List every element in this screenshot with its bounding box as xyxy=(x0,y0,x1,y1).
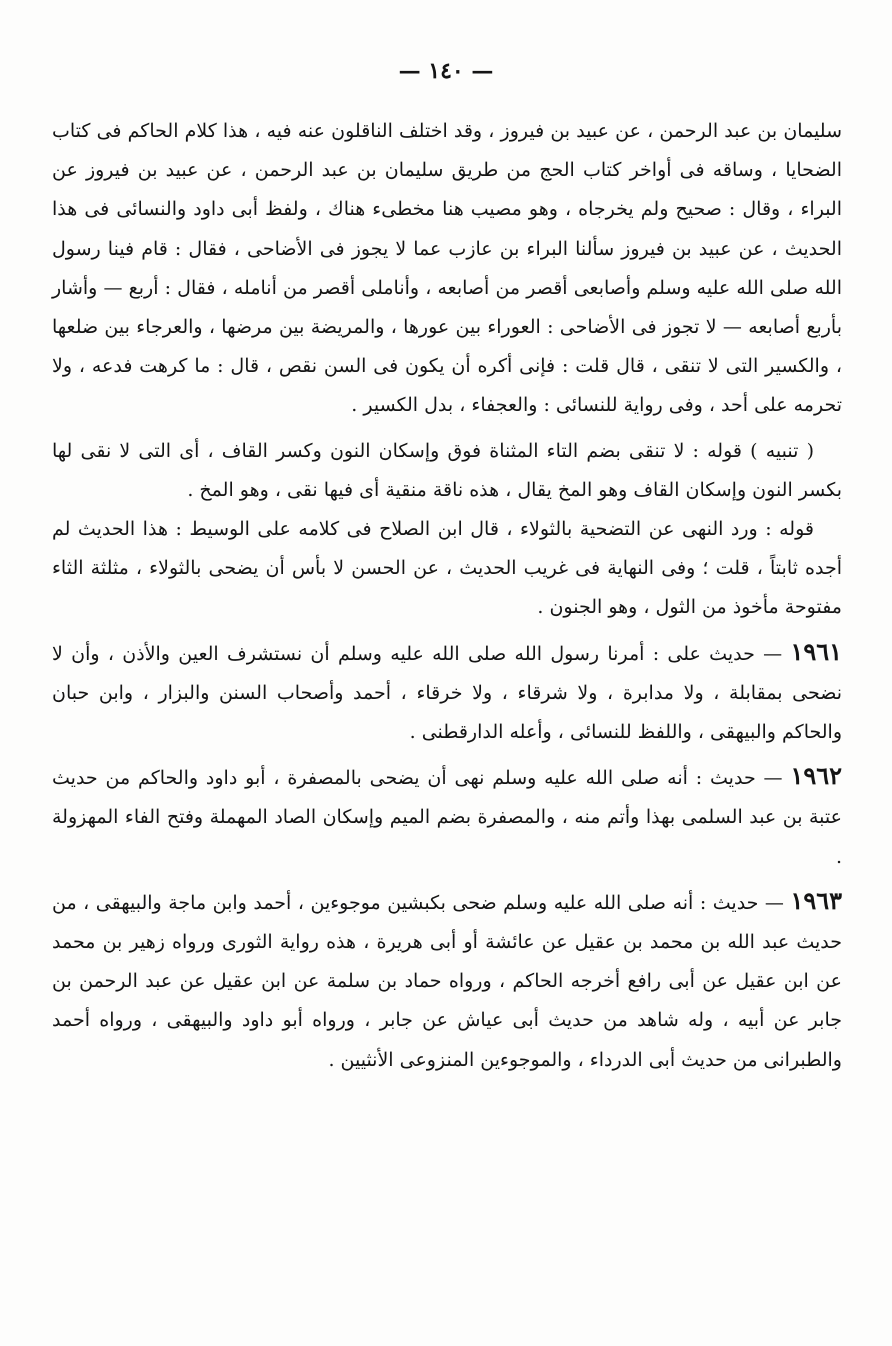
entry-number: ١٩٦٢ xyxy=(790,761,842,791)
paragraph-note-tanbih: ( تنبيه ) قوله : لا تنقى بضم التاء المثناة فوق وإسكان النون وكسر القاف ، أى التى لا نقى لها بكسر النون وإسكان القاف وهو المخ يقال ، هذه ناقة منقية أى فيها نقى ، وهو المخ . xyxy=(52,439,842,501)
paragraph-1: سليمان بن عبد الرحمن ، عن عبيد بن فيروز ، وقد اختلف الناقلون عنه فيه ، هذا كلام الحاكم فى كتاب الضحايا ، وساقه فى أواخر كتاب الحج من طريق سليمان بن عبد الرحمن ، عن عبيد بن فيروز عن البراء ، وقال : صحيح ولم يخرجاه ، وهو مصيب هنا مخطىء هناك ، ولفظ أبى داود والنسائى فى هذا الحديث ، عن عبيد بن فيروز سألنا البراء بن عازب عما لا يجوز فى الأضاحى ، فقال : قام فينا رسول الله صلى الله عليه وسلم وأصابعى أقصر من أصابعه ، وأناملى أقصر من أنامله ، فقال : أربع — وأشار بأربع أصابعه — لا تجوز فى الأضاحى : العوراء بين عورها ، والمريضة بين مرضها ، والعرجاء بين ضلعها ، والكسير التى لا تنقى ، قال قلت : فإنى أكره أن يكون فى السن نقص ، قال : ما كرهت فدعه ، ولا تحرمه على أحد ، وفى رواية للنسائى : والعجفاء ، بدل الكسير . xyxy=(52,120,842,417)
entry-text: — حديث : أنه صلى الله عليه وسلم نهى أن يضحى بالمصفرة ، أبو داود والحاكم من حديث عتبة بن عبد السلمى بهذا وأتم منه ، والمصفرة بضم الميم وإسكان الصاد المهملة وفتح الفاء المهزولة . xyxy=(52,767,842,868)
paragraph-thawla: قوله : ورد النهى عن التضحية بالثولاء ، قال ابن الصلاح فى كلامه على الوسيط : هذا الحديث لم أجده ثابتاً ، قلت ؛ وفى النهاية فى غريب الحديث ، عن الحسن لا بأس أن يضحى بالثولاء ، مثلثة الثاء مفتوحة مأخوذ من الثول ، وهو الجنون . xyxy=(52,518,842,619)
hadith-entry-1962 xyxy=(52,756,842,877)
hadith-entry-1963 xyxy=(52,881,842,1080)
entry-number: ١٩٦١ xyxy=(790,636,842,666)
body-text xyxy=(52,112,842,1080)
entry-number: ١٩٦٣ xyxy=(790,885,842,915)
entry-text: — حديث : أنه صلى الله عليه وسلم ضحى بكبشين موجوءين ، أحمد وابن ماجة والبيهقى ، من حديث عبد الله بن محمد بن عقيل عن عائشة أو أبى هريرة ، هذه رواية الثورى ورواه زهير بن محمد عن ابن عقيل عن أبى رافع أخرجه الحاكم ، ورواه حماد بن سلمة عن ابن عقيل عن عبد الرحمن بن جابر عن أبيه ، وله شاهد من حديث أبى عياش عن جابر ، ورواه أبو داود والبيهقى ، ورواه أحمد والطبرانى من حديث أبى الدرداء ، والموجوءين المنزوعى الأنثيين . xyxy=(52,891,842,1071)
hadith-entry-1961 xyxy=(52,632,842,753)
page-number: — ١٤٠ — xyxy=(398,58,494,84)
entry-text: — حديث على : أمرنا رسول الله صلى الله عليه وسلم أن نستشرف العين والأذن ، وأن لا نضحى بمقابلة ، ولا مدابرة ، ولا شرقاء ، ولا خرقاء ، أحمد وأصحاب السنن والبزار ، وابن حبان والحاكم والبيهقى ، واللفظ للنسائى ، وأعله الدارقطنى . xyxy=(52,642,842,744)
